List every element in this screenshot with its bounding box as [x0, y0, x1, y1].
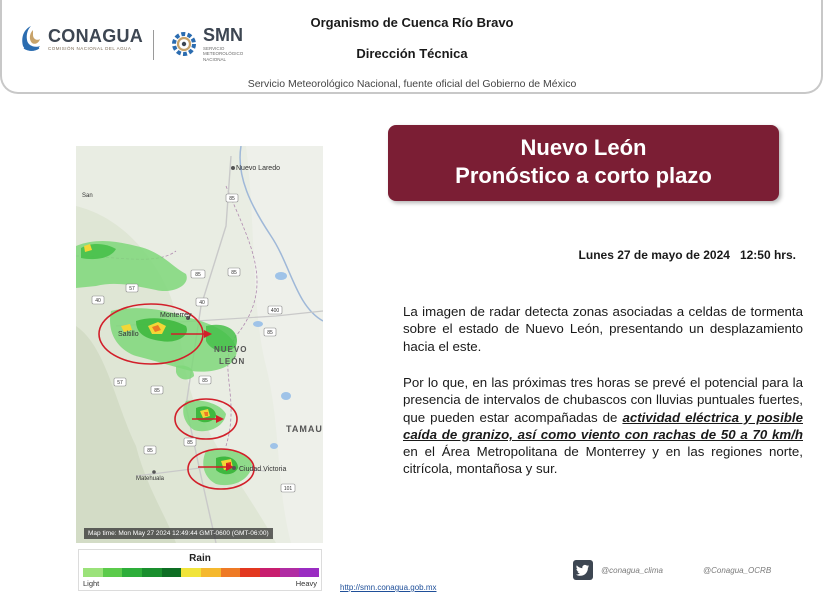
- map-label-nuevo: NUEVO: [214, 345, 248, 354]
- rain-scale-swatch: [299, 568, 319, 577]
- rain-scale-swatch: [103, 568, 123, 577]
- rain-scale-swatch: [260, 568, 280, 577]
- rain-scale-swatch: [83, 568, 103, 577]
- header: [0, 0, 823, 94]
- smn-name: SMN: [203, 25, 243, 45]
- radar-map: [76, 146, 323, 543]
- map-label-monterrey: Monterrey: [160, 312, 192, 319]
- rain-scale-swatch: [122, 568, 142, 577]
- map-label-san: San: [82, 193, 93, 199]
- highway-shield: 40: [199, 300, 205, 306]
- rain-scale-swatch: [240, 568, 260, 577]
- highway-shield: 85: [202, 378, 208, 384]
- highway-shield: 85: [195, 272, 201, 278]
- rain-legend: [78, 549, 322, 591]
- conagua-name: CONAGUA: [48, 25, 144, 46]
- smn-website-link[interactable]: http://smn.conagua.gob.mx: [340, 583, 437, 592]
- highway-shield: 101: [283, 486, 293, 492]
- forecast-text-start: Por lo que, en las próximas tres horas se prevé el potencial para la presencia de intervalos de chubascos con lluvias puntuales fuertes, que pueden estar acompañadas de: [403, 375, 803, 425]
- highway-shield: 85: [229, 196, 235, 202]
- smn-subtitle: SERVICIO METEOROLÓGICO NACIONAL: [203, 46, 244, 62]
- rain-scale-swatch: [181, 568, 201, 577]
- logo-divider: [153, 30, 154, 60]
- rain-legend-heavy: Heavy: [295, 579, 317, 588]
- twitter-icon[interactable]: [573, 560, 593, 580]
- state-title: Nuevo León: [520, 135, 647, 160]
- rain-color-scale: [83, 568, 319, 577]
- forecast-description: [403, 374, 803, 478]
- forecast-title-box: [388, 125, 779, 201]
- highway-shield: 57: [117, 380, 123, 386]
- rain-scale-swatch: [201, 568, 221, 577]
- conagua-mark-icon: [18, 24, 44, 54]
- official-source-text: Servicio Meteorológico Nacional, fuente oficial del Gobierno de México: [247, 78, 577, 90]
- forecast-text-end: en el Área Metropolitana de Monterrey y en las regiones norte, citrícola, montañosa y sur.: [403, 444, 803, 477]
- radar-map-graphic: [76, 146, 323, 543]
- highway-shield: 85: [187, 440, 193, 446]
- radar-description: La imagen de radar detecta zonas asociadas a celdas de tormenta sobre el estado de Nuevo León, presentando un desplazamiento hacia el este.: [403, 304, 803, 354]
- highway-shield: 85: [267, 330, 273, 336]
- conagua-logo: [18, 24, 143, 54]
- highway-shield: 85: [147, 448, 153, 454]
- highway-shield: 85: [154, 388, 160, 394]
- organization-title: Organismo de Cuenca Río Bravo: [310, 15, 514, 30]
- highway-shield: 40: [95, 298, 101, 304]
- issue-date: Lunes 27 de mayo de 2024 12:50 hrs.: [578, 248, 796, 262]
- conagua-subtitle: COMISIÓN NACIONAL DEL AGUA: [48, 45, 132, 51]
- map-label-ciudad-victoria: Ciudad Victoria: [239, 466, 287, 473]
- map-label-matehuala: Matehuala: [136, 476, 165, 482]
- smn-gear-icon: [169, 29, 199, 59]
- map-label-tamaulipas: TAMAU: [286, 424, 323, 434]
- direction-title: Dirección Técnica: [356, 46, 468, 61]
- smn-logo: [169, 26, 251, 62]
- map-time-label: Map time: Mon May 27 2024 12:49:44 GMT-0600 (GMT-06:00): [84, 528, 273, 539]
- twitter-handle-clima[interactable]: @conagua_clima: [601, 566, 663, 575]
- rain-scale-swatch: [162, 568, 182, 577]
- rain-scale-swatch: [221, 568, 241, 577]
- forecast-type-title: Pronóstico a corto plazo: [455, 163, 712, 188]
- forecast-hazards: actividad eléctrica y posible caída de granizo, así como viento con rachas de 50 a 70 km/h: [403, 409, 803, 442]
- twitter-handle-ocrb[interactable]: @Conagua_OCRB: [703, 566, 772, 575]
- rain-legend-light: Light: [83, 579, 100, 588]
- highway-shield: 85: [231, 270, 237, 276]
- rain-legend-title: Rain: [189, 553, 211, 564]
- rain-scale-swatch: [142, 568, 162, 577]
- map-label-saltillo: Saltillo: [118, 331, 139, 338]
- rain-scale-swatch: [280, 568, 300, 577]
- map-label-leon: LEÓN: [219, 357, 246, 366]
- map-label-nuevo-laredo: Nuevo Laredo: [236, 165, 280, 172]
- highway-shield: 57: [129, 286, 135, 292]
- highway-shield: 400: [270, 308, 280, 314]
